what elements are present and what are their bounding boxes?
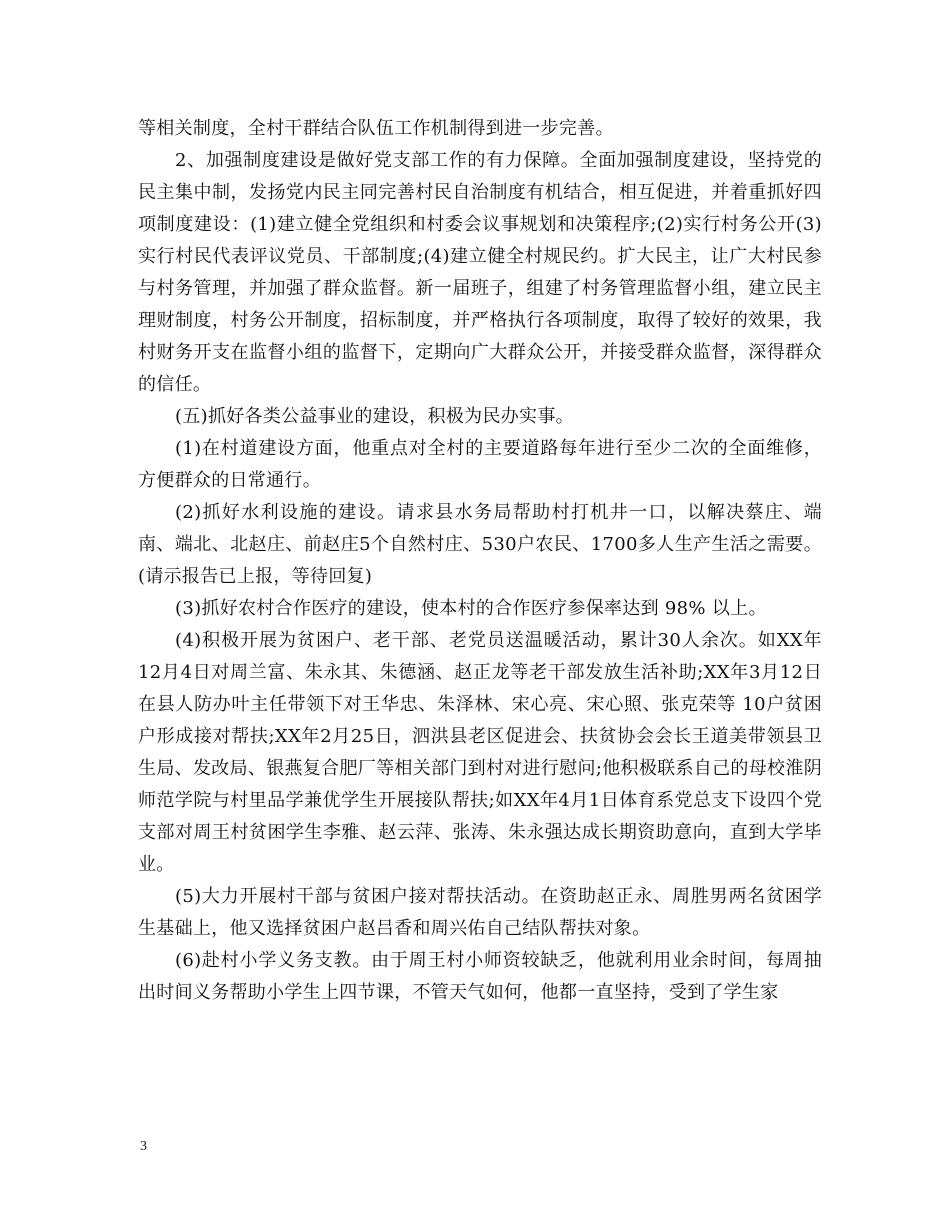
- paragraph-paired-assistance: (5)大力开展村干部与贫困户接对帮扶活动。在资助赵正永、周胜男两名贫困学生基础上，他又选择贫困户赵吕香和周兴佑自己结队帮扶对象。: [138, 886, 822, 939]
- paragraph-medical-cooperation: (3)抓好农村合作医疗的建设，使本村的合作医疗参保率达到 98% 以上。: [175, 598, 767, 619]
- document-body: [138, 113, 822, 1009]
- paragraph-road-construction: (1)在村道建设方面，他重点对全村的主要道路每年进行至少二次的全面维修，方便群众的日常通行。: [138, 438, 822, 491]
- paragraph-system-building: 2、加强制度建设是做好党支部工作的有力保障。全面加强制度建设，坚持党的民主集中制，发扬党内民主同完善村民自治制度有机结合，相互促进，并着重抓好四项制度建设：(1)建立健全党组织和村委会议事规划和决策程序;(2)实行村务公开(3)实行村民代表评议党员、干部制度;(4)建立健全村规民约。扩大民主，让广大村民参与村务管理，并加强了群众监督。新一届班子，组建了村务管理监督小组，建立民主理财制度，村务公开制度，招标制度，并严格执行各项制度，取得了较好的效果，我村财务开支在监督小组的监督下，定期向广大群众公开，并接受群众监督，深得群众的信任。: [138, 150, 822, 395]
- paragraph-continuation: 等相关制度，全村干群结合队伍工作机制得到进一步完善。: [138, 118, 614, 139]
- paragraph-warmth-activities: (4)积极开展为贫困户、老干部、老党员送温暖活动，累计30人余次。如XX年12月4日对周兰富、朱永其、朱德涵、赵正龙等老干部发放生活补助;XX年3月12日在县人防办叶主任带领下对王华忠、朱泽林、宋心亮、宋心照、张克荣等 10户贫困户形成接对帮扶;XX年2月25日，泗洪县老区促进会、扶贫协会会长王道美带领县卫生局、发改局、银燕复合肥厂等相关部门到村对进行慰问;他积极联系自己的母校淮阴师范学院与村里品学兼优学生开展接队帮扶;如XX年4月1日体育系党总支下设四个党支部对周王村贫困学生李雅、赵云萍、张涛、朱永强达成长期资助意向，直到大学毕业。: [138, 630, 822, 875]
- paragraph-volunteer-teaching: (6)赴村小学义务支教。由于周王村小师资较缺乏，他就利用业余时间，每周抽出时间义务帮助小学生上四节课，不管天气如何，他都一直坚持，受到了学生家: [138, 950, 822, 1003]
- section-heading-public-welfare: (五)抓好各类公益事业的建设，积极为民办实事。: [175, 406, 574, 427]
- paragraph-water-facilities: (2)抓好水利设施的建设。请求县水务局帮助村打机井一口，以解决蔡庄、端南、端北、北赵庄、前赵庄5个自然村庄、530户农民、1700多人生产生活之需要。(请示报告已上报，等待回复): [138, 502, 822, 587]
- page-number: 3: [140, 1139, 147, 1154]
